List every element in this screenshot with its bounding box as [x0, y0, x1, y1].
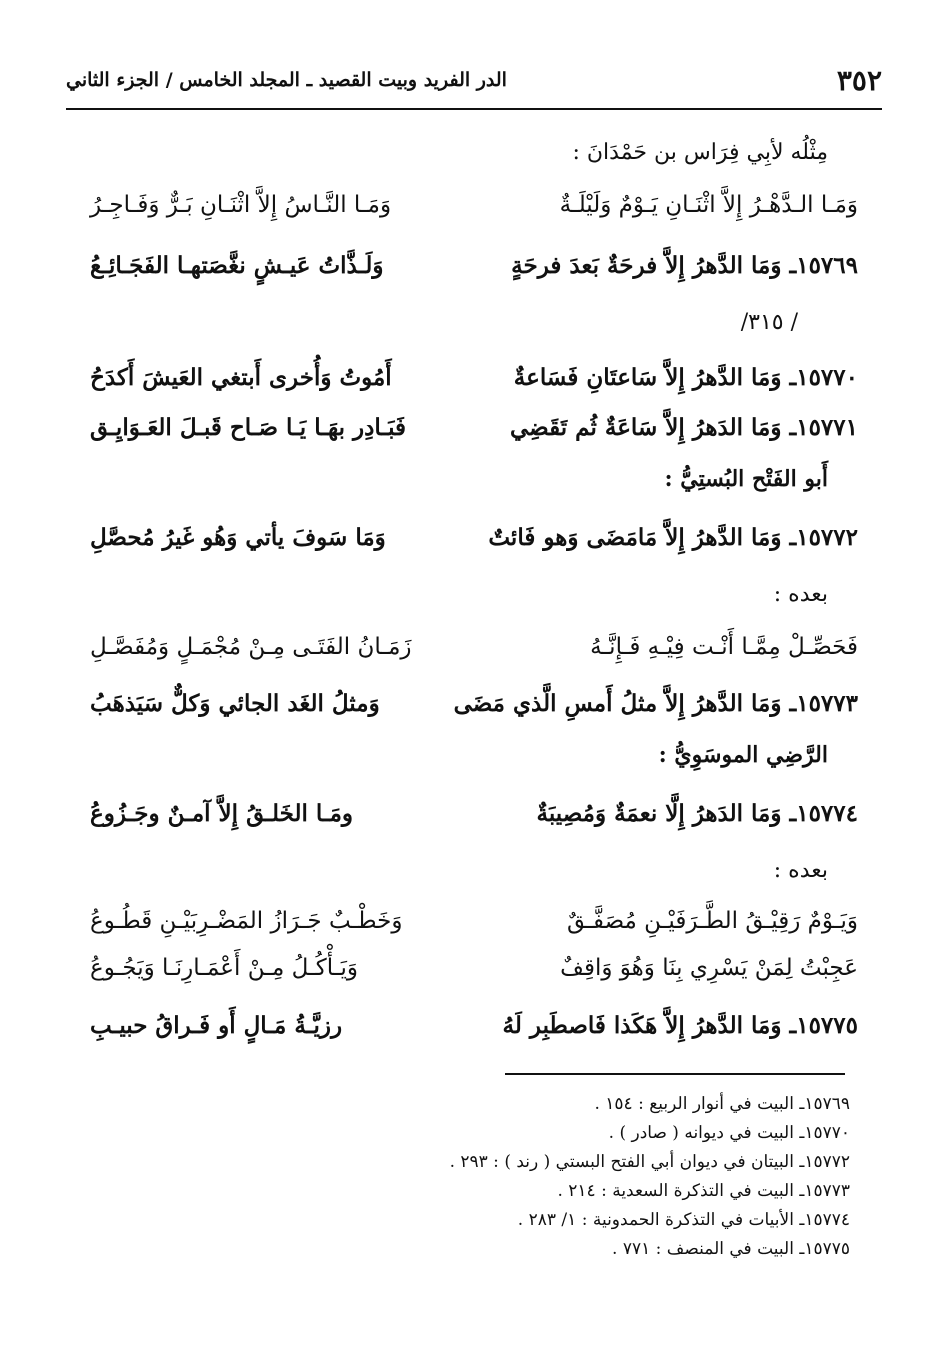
- second-hemistich: رزيَّـةُ مَـالٍ أَو فَـراقُ حبيـبِ: [90, 1012, 343, 1039]
- first-hemistich: ١٥٧٧١ـ وَمَا الدَهرُ إِلاَّ سَاعَةٌ ثُم تَقَضِي: [510, 414, 858, 441]
- second-hemistich: وَيَـأْكُـلُ مِـنْ أَعْمَـارِنَـا وَيَجُـوعُ: [90, 955, 358, 981]
- verse-line-15775: [90, 1012, 858, 1039]
- verse-line-15769: [90, 252, 858, 279]
- footnote-separator: [505, 1073, 845, 1075]
- first-hemistich: فَحَصِّـلْ مِمَّـا أَنْـت فِيْـهِ فَـإِنَّـهُ: [590, 634, 858, 660]
- intro-line: مِثْلُه لأبِي فِرَاس بن حَمْدَانَ :: [572, 140, 828, 165]
- running-title: الدر الفريد وبيت القصيد ـ المجلد الخامس / الجزء الثاني: [66, 69, 507, 91]
- second-hemistich: أَمُوتُ وَأُخرى أَبتغي العَيشَ أَكدَحُ: [90, 364, 392, 391]
- verse-line-15774: [90, 800, 858, 827]
- second-hemistich: زَمَـانُ الفَتَـى مِـنْ مُجْمَـلٍ وَمُفَصَّـلِ: [90, 634, 412, 660]
- footnote: ١٥٧٦٩ـ البيت في أنوار الربيع : ١٥٤ .: [594, 1094, 850, 1114]
- verse-line-15773: [90, 690, 858, 717]
- first-hemistich: عَجِبْتُ لِمَنْ يَسْرِي بِنَا وَهُوَ وَاقِفٌ: [560, 955, 858, 981]
- footnote: ١٥٧٧٤ـ الأبيات في التذكرة الحمدونية : ١/ ٢٨٣ .: [517, 1210, 850, 1230]
- footnote: ١٥٧٧٢ـ البيتان في ديوان أبي الفتح البستي ( رند ) : ٢٩٣ .: [449, 1152, 850, 1172]
- footnote: ١٥٧٧٥ـ البيت في المنصف : ٧٧١ .: [612, 1239, 850, 1259]
- poet-name: أَبو الفَتْح البُستِيُّ :: [664, 466, 828, 492]
- second-hemistich: وَمَـا النَّـاسُ إِلاَّ اثْنَـانِ بَـرٌّ وَفَـاجِـرُ: [90, 192, 392, 218]
- first-hemistich: ١٥٧٧٣ـ وَمَا الدَّهرُ إِلاَّ مثلُ أَمسِ الَّذي مَضَى: [453, 690, 858, 717]
- second-hemistich: ومَـا الخَلـقُ إِلاَّ آمـنٌ وجَـزُوعُ: [90, 800, 354, 827]
- first-hemistich: ١٥٧٧٥ـ وَمَا الدَّهرُ إِلاَّ هَكَذا فَاصطَبِر لَهُ: [502, 1012, 858, 1039]
- footnote: ١٥٧٧٠ـ البيت في ديوانه ( صادر ) .: [608, 1123, 850, 1143]
- first-hemistich: ١٥٧٧٠ـ وَمَا الدَّهرُ إِلاَّ سَاعتَانِ فَسَاعةٌ: [513, 364, 858, 391]
- verse-line-15772: [90, 524, 858, 551]
- first-hemistich: وَيَـوْمٌ رَقِيْـقُ الطَّـرَفَيْـنِ مُصَفَّـقٌ: [567, 908, 858, 934]
- footnotes: [200, 1090, 850, 1264]
- footnote: ١٥٧٧٣ـ البيت في التذكرة السعدية : ٢١٤ .: [557, 1181, 850, 1201]
- source-reference: / ٣١٥/: [740, 310, 798, 335]
- verse-line: [90, 192, 858, 218]
- second-hemistich: وَمَا سَوفَ يأتي وَهُو غَيرُ مُحصَّلِ: [90, 524, 386, 551]
- first-hemistich: ١٥٧٧٢ـ وَمَا الدَّهرُ إِلاَّ مَامَضَى وَهو فَائتٌ: [488, 524, 858, 551]
- verse-line: [90, 908, 858, 934]
- after-note: بعده :: [773, 582, 828, 607]
- header-rule: [66, 108, 882, 110]
- verse-line-15770: [90, 364, 858, 391]
- verse-line: [90, 955, 858, 981]
- page-number: ٣٥٢: [836, 63, 882, 97]
- after-note: بعده :: [773, 858, 828, 883]
- first-hemistich: ١٥٧٦٩ـ وَمَا الدَّهرُ إِلاَّ فرحَةٌ بَعدَ فرحَةٍ: [511, 252, 858, 279]
- page-header: [66, 60, 882, 100]
- first-hemistich: ١٥٧٧٤ـ وَمَا الدَهرُ إِلَّا نعمَةٌ وَمُصِيبَةٌ: [536, 800, 858, 827]
- poet-name: الرَّضِي الموسَوِيُّ :: [658, 742, 828, 768]
- first-hemistich: وَمَـا الـدَّهْـرُ إِلاَّ اثْنَـانِ يَـوْمٌ وَلَيْلَـةٌ: [559, 192, 858, 218]
- verse-line-15771: [90, 414, 858, 441]
- second-hemistich: وَمثلُ الغَد الجائي وَكلٌّ سَيَذهَبُ: [90, 690, 380, 717]
- verse-line: [90, 634, 858, 660]
- second-hemistich: وَلَـذَّاتُ عَيـشٍ نغَّصَتهـا الفَجَـائِـعُ: [90, 252, 384, 279]
- second-hemistich: وَخَطْـبٌ جَـرَازُ المَضْـرِبَيْـنِ قَطُـوعُ: [90, 908, 403, 934]
- second-hemistich: فَبَـادِر بهَـا يَـا صَـاح قَبـلَ العَـوَايِـق: [90, 414, 407, 441]
